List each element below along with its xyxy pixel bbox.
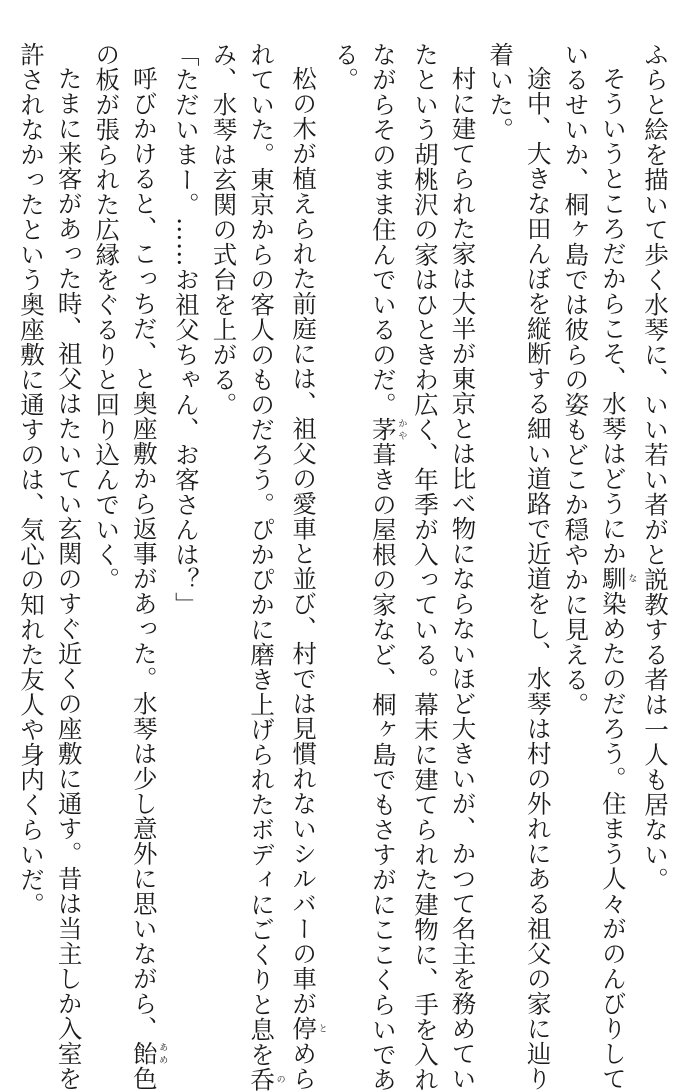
text-line: る。 (331, 42, 361, 92)
text-line: 途中、大きな田んぼを縦断する細い道路で近道をし、水琴は村の外れにある祖父の家に辿り (523, 66, 553, 1091)
text-line: 松の木が植えられた前庭には、祖父の愛車と並び、村では見慣れないシルバーの車が停とめら (289, 66, 327, 1091)
text-line: いるせいか、桐ヶ島では彼らの姿もどこか穏やかに見える。 (561, 42, 591, 717)
text-line: の板が張られた広縁をぐるりと回り込んでいく。 (92, 42, 122, 592)
text-line: 呼びかけると、こっちだ、と奥座敷から返事があった。水琴は少し意外に思いながら、飴あめ色 (129, 66, 168, 1091)
text-line: そういうところだからこそ、水琴はどうにか馴な染めたのだろう。住まう人々がのんびりして (598, 66, 637, 1091)
furigana-ruby: 呑の (247, 1067, 285, 1092)
furigana-ruby: 飴あめ (129, 1041, 168, 1066)
furigana-ruby: 停と (289, 1016, 327, 1041)
text-line: 着いた。 (486, 42, 516, 142)
text-line: れていた。東京からの客人のものだろう。ぴかぴかに磨き上げられたボディにごくりと息を呑の (247, 42, 285, 1092)
text-line: 許されなかったという奥座敷に通すのは、気心の知れた友人や身内くらいだ。 (17, 42, 46, 917)
furigana-ruby: 馴な (598, 566, 637, 591)
text-line: たまに来客があった時、祖父はたいてい玄関のすぐ近くの座敷に通す。昔は当主しか入室を (54, 66, 84, 1091)
text-line: ながらそのまま住んでいるのだ。茅かや葺きの屋根の家など、桐ヶ島でもさすがにここくらいであ (368, 42, 407, 1092)
vertical-text-body (12, 42, 674, 1092)
text-line: ふらと絵を描いて歩く水琴に、いい若い者がと説教する者は一人も居ない。 (641, 42, 670, 892)
text-line: み、水琴は玄関の式台を上がる。 (209, 42, 239, 417)
text-line: 「ただいまー。……お祖父ちゃん、お客さんは？」 (171, 42, 201, 617)
furigana-ruby: 茅かや (368, 417, 407, 442)
text-line: たという胡桃沢の家はひときわ広く、年季が入っている。幕末に建てられた建物に、手を入れ (410, 42, 440, 1092)
text-line: 村に建てられた家は大半が東京とは比べ物にならないほど大きいが、かつて名主を務めてい (448, 66, 478, 1091)
